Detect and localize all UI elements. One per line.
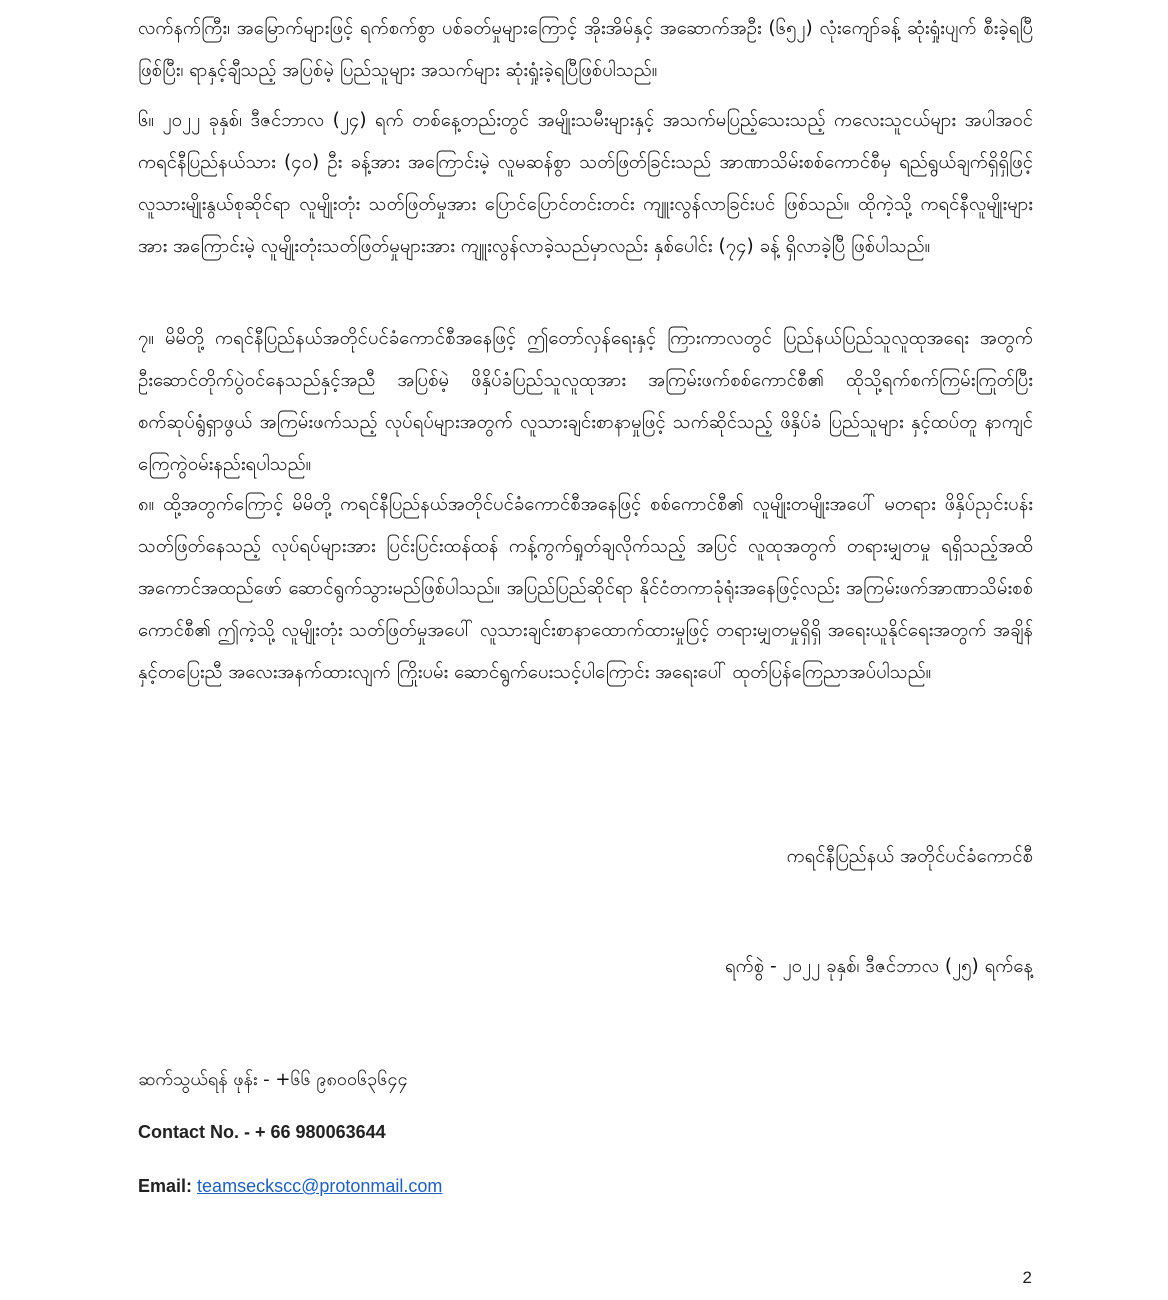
signature-organization: ကရင်နီပြည်နယ် အတိုင်ပင်ခံကောင်စီ xyxy=(786,846,1033,867)
paragraph-7: ၇။ မိမိတို့ ကရင်နီပြည်နယ်အတိုင်ပင်ခံကောင်စီအနေဖြင့် ဤတော်လှန်ရေးနှင့် ကြားကာလတွင် ပြည်နယ်ပြည်သူလူထုအရေး အတွက် ဦးဆောင်တိုက်ပွဲဝင်နေသည်နှင့်အညီ အပြစ်မဲ့ ဖိနှိပ်ခံပြည်သူလူထုအား အကြမ်းဖက်စစ်ကောင်စီ၏ ထိုသို့ရက်စက်ကြမ်းကြုတ်ပြီး စက်ဆုပ်ရွံရှာဖွယ် အကြမ်းဖက်သည့် လုပ်ရပ်များအတွက် လူသားချင်းစာနာမှုဖြင့် သက်ဆိုင်သည့် ဖိနှိပ်ခံ ပြည်သူများ နှင့်ထပ်တူ နာကျင် ကြေကွဲဝမ်းနည်းရပါသည်။ xyxy=(138,328,1033,475)
contact-phone-value: - + 66 980063644 xyxy=(239,1122,386,1142)
contact-email xyxy=(138,1176,442,1197)
contact-phone-burmese: ဆက်သွယ်ရန် ဖုန်း - +၆၆ ၉၈၀၀၆၃၆၄၄ xyxy=(138,1069,408,1090)
paragraph-8: ၈။ ထို့အတွက်ကြောင့် မိမိတို့ ကရင်နီပြည်နယ်အတိုင်ပင်ခံကောင်စီအနေဖြင့် စစ်ကောင်စီ၏ လူမျိုးတမျိုးအပေါ် မတရား ဖိနှိပ်ညှင်းပန်းသတ်ဖြတ်နေသည့် လုပ်ရပ်များအား ပြင်းပြင်းထန်ထန် ကန့်ကွက်ရှုတ်ချလိုက်သည့် အပြင် လူထုအတွက် တရားမျှတမှု ရရှိသည့်အထိ အကောင်အထည်ဖော် ဆောင်ရွက်သွားမည်ဖြစ်ပါသည်။ အပြည်ပြည်ဆိုင်ရာ နိုင်ငံတကာခုံရုံးအနေဖြင့်လည်း အကြမ်းဖက်အာဏာသိမ်းစစ်ကောင်စီ၏ ဤကဲ့သို့ လူမျိုးတုံး သတ်ဖြတ်မှုအပေါ် လူသားချင်းစာနာထောက်ထားမှုဖြင့် တရားမျှတမှုရှိရှိ အရေးယူနိုင်ရေးအတွက် အချိန်နှင့်တပြေးညီ အလေးအနက်ထားလျက် ကြိုးပမ်း ဆောင်ရွက်ပေးသင့်ပါကြောင်း အရေးပေါ် ထုတ်ပြန်ကြေညာအပ်ပါသည်။ xyxy=(138,494,1033,683)
email-link[interactable]: teamseckscc@protonmail.com xyxy=(197,1176,443,1196)
paragraph-continuation: လက်နက်ကြီး၊ အမြောက်များဖြင့် ရက်စက်စွာ ပစ်ခတ်မှုများကြောင့် အိုးအိမ်နှင့် အဆောက်အဦး (၆၅၂) လုံးကျော်ခန့် ဆုံးရှုံးပျက် စီးခဲ့ရပြီ ဖြစ်ပြီး၊ ရာနှင့်ချီသည့် အပြစ်မဲ့ ပြည်သူများ အသက်များ ဆုံးရှုံးခဲ့ရပြီဖြစ်ပါသည်။ xyxy=(138,18,1033,81)
paragraph-6: ၆။ ၂၀၂၂ ခုနှစ်၊ ဒီဇင်ဘာလ (၂၄) ရက် တစ်နေ့တည်းတွင် အမျိုးသမီးများနှင့် အသက်မပြည့်သေးသည့် ကလေးသူငယ်များ အပါအဝင် ကရင်နီပြည်နယ်သား (၄၀) ဦး ခန့်အား အကြောင်းမဲ့ လူမဆန်စွာ သတ်ဖြတ်ခြင်းသည် အာဏာသိမ်းစစ်ကောင်စီမှ ရည်ရွယ်ချက်ရှိရှိဖြင့် လူသားမျိုးနွယ်စုဆိုင်ရာ လူမျိုးတုံး သတ်ဖြတ်မှုအား ပြောင်ပြောင်တင်းတင်း ကျူးလွန်လာခြင်းပင် ဖြစ်သည်။ ထိုကဲ့သို့ ကရင်နီလူမျိုးများအား အကြောင်းမဲ့ လူမျိုးတုံးသတ်ဖြတ်မှုများအား ကျူးလွန်လာခဲ့သည်မှာလည်း နှစ်ပေါင်း (၇၄) ခန့် ရှိလာခဲ့ပြီ ဖြစ်ပါသည်။ xyxy=(138,110,1033,257)
contact-phone xyxy=(138,1122,386,1143)
contact-email-label: Email: xyxy=(138,1176,193,1196)
page-number: 2 xyxy=(1022,1268,1032,1287)
contact-phone-label: Contact No. xyxy=(138,1122,239,1142)
signature-date: ရက်စွဲ - ၂၀၂၂ ခုနှစ်၊ ဒီဇင်ဘာလ (၂၅) ရက်နေ့ xyxy=(724,956,1033,977)
